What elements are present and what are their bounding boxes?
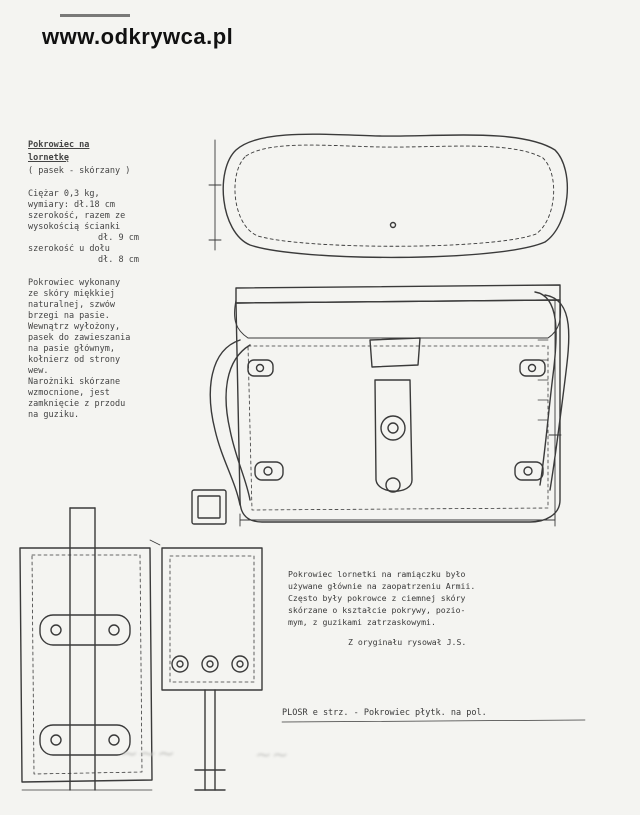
bleed-through-handwriting: ~~~ (120, 742, 176, 767)
spec-line: wysokością ścianki (28, 222, 121, 232)
case-lid-top-view (223, 134, 567, 257)
bleed-through-handwriting: ~~ (255, 742, 289, 766)
title-line-3: ( pasek - skórzany ) (28, 166, 131, 176)
spec-line: Ciężar 0,3 kg, (28, 189, 100, 199)
title-line-1: Pokrowiec na (28, 140, 90, 150)
desc-line: naturalnej, szwów (28, 300, 115, 310)
caption-line: mym, z guzikami zatrzaskowymi. (288, 617, 436, 627)
spec-line: dł. 9 cm (98, 233, 139, 243)
title-line-2: lornetkę (28, 153, 69, 163)
spec-line: szerokość u dołu (28, 244, 110, 254)
footer-underline (282, 720, 585, 722)
caption-line: Często były pokrowce z ciemnej skóry (288, 593, 466, 603)
desc-line: pasek do zawieszania (28, 333, 131, 343)
caption-block (288, 568, 588, 648)
desc-line: na guziku. (28, 410, 80, 420)
desc-line: zamknięcie z przodu (28, 399, 126, 409)
dimension-marks (209, 140, 561, 526)
desc-line: Narożniki skórzane (28, 377, 121, 387)
caption-line: Pokrowiec lornetki na ramiączku było (288, 569, 466, 579)
footer-reference: PLOSR e strz. - Pokrowiec płytk. na pol. (282, 708, 487, 718)
desc-line: ze skóry miękkiej (28, 289, 115, 299)
desc-line: kołnierz od strony (28, 355, 121, 365)
desc-line: Pokrowiec wykonany (28, 278, 121, 288)
spec-line: szerokość, razem ze (28, 211, 126, 221)
desc-line: na pasie głównym, (28, 344, 115, 354)
spec-line: wymiary: dł.18 cm (28, 200, 115, 210)
desc-line: wzmocnione, jest (28, 388, 110, 398)
desc-line: brzegi na pasie. (28, 311, 110, 321)
caption-line: skórzane o kształcie pokrywy, pozio- (288, 605, 466, 615)
case-body-front-view (192, 285, 569, 524)
desc-line: wew. (28, 366, 49, 376)
spec-line: dł. 8 cm (98, 255, 139, 265)
watermark: www.odkrywca.pl (42, 24, 234, 49)
caption-credit: Z oryginału rysował J.S. (348, 637, 467, 647)
desc-line: Wewnątrz wyłożony, (28, 322, 121, 332)
caption-line: używane głównie na zaopatrzeniu Armii. (288, 581, 476, 591)
